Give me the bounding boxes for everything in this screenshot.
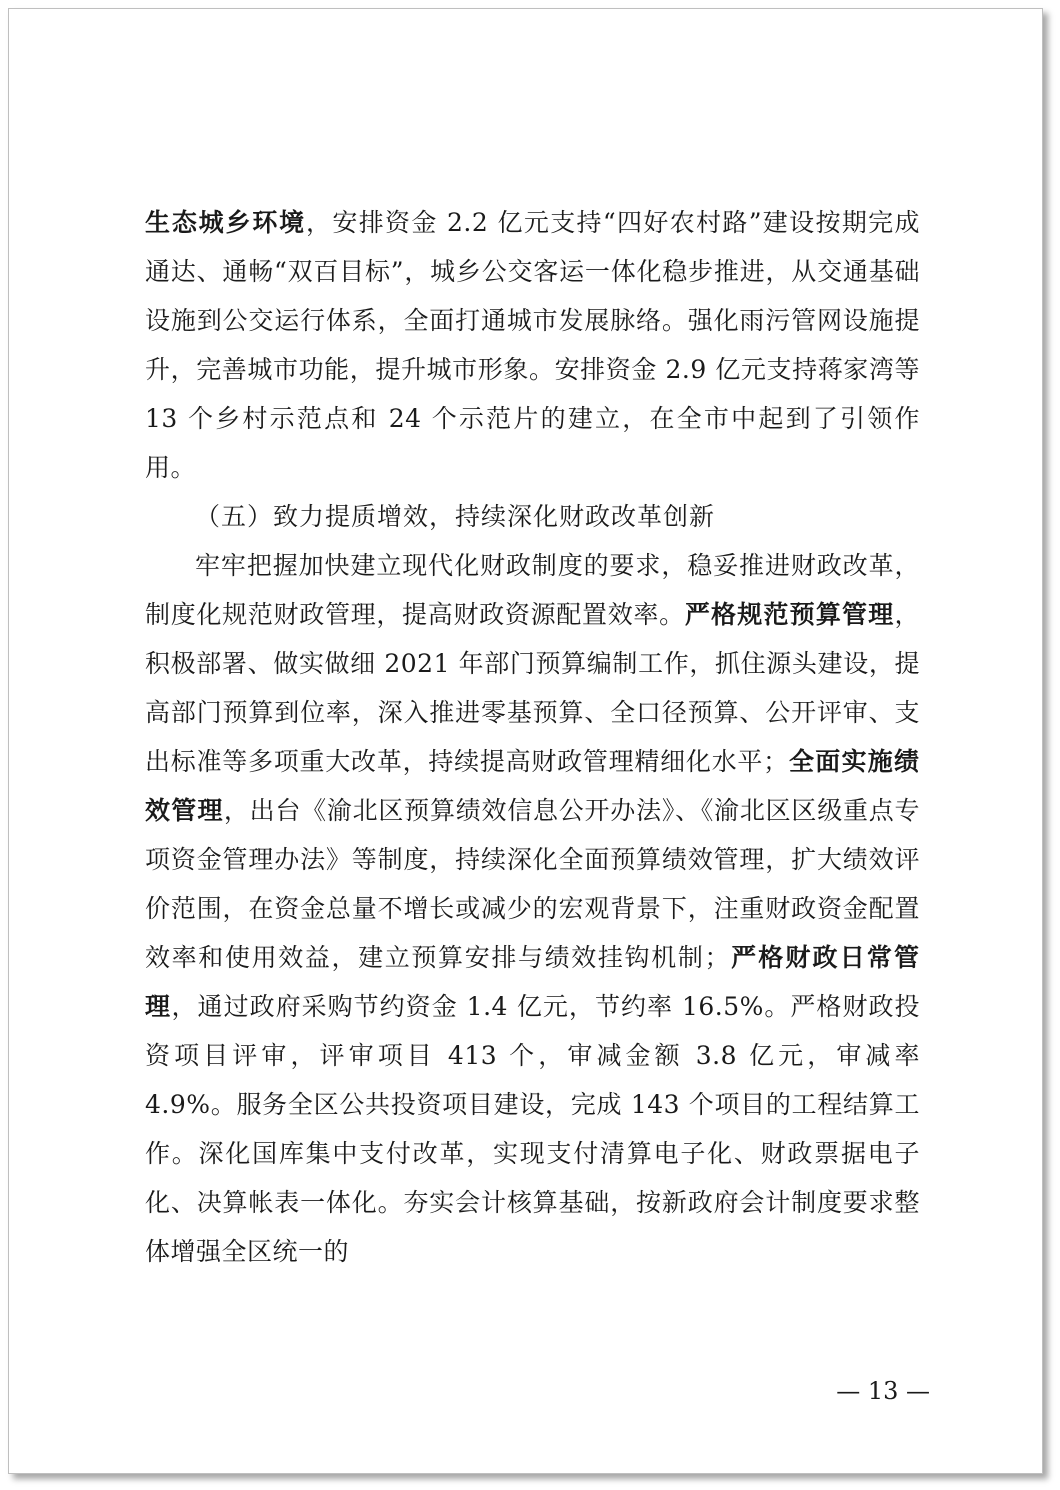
bold-phrase-ecological-environment: 生态城乡环境 <box>145 208 307 237</box>
bold-phrase-performance-management: 全面实施绩效管理 <box>145 747 920 825</box>
paragraph-text: 牢牢把握加快建立现代化财政制度的要求，稳妥推进财政改革，制度化规范财政管理，提高财政资源配置效率。 <box>145 551 920 629</box>
page-number: — 13 — <box>836 1377 930 1405</box>
document-body <box>145 198 920 1276</box>
section-heading-five: （五）致力提质增效，持续深化财政改革创新 <box>195 502 716 531</box>
paragraph-text: ，出台《渝北区预算绩效信息公开办法》、《渝北区区级重点专项资金管理办法》等制度，持续深化全面预算绩效管理，扩大绩效评价范围，在资金总量不增长或减少的宏观背景下，注重财政资金配置效率和使用效益，建立预算安排与绩效挂钩机制； <box>145 796 920 972</box>
paragraph-fiscal-reform <box>145 541 920 1276</box>
bold-phrase-daily-management: 严格财政日常管理 <box>145 943 920 1021</box>
paragraph-text: ，积极部署、做实做细 2021 年部门预算编制工作，抓住源头建设，提高部门预算到位率，深入推进零基预算、全口径预算、公开评审、支出标准等多项重大改革，持续提高财政管理精细化水平； <box>145 600 920 776</box>
bold-phrase-budget-management: 严格规范预算管理 <box>684 600 895 629</box>
paragraph-text: ，通过政府采购节约资金 1.4 亿元，节约率 16.5%。严格财政投资项目评审，评审项目 413 个，审减金额 3.8 亿元，审减率 4.9%。服务全区公共投资项目建设，完成 143 个项目的工程结算工作。深化国库集中支付改革，实现支付清算电子化、财政票据电子化、决算帐表一体化。夯实会计核算基础，按新政府会计制度要求整体增强全区统一的 <box>145 992 920 1266</box>
paragraph-text: ，安排资金 2.2 亿元支持“四好农村路”建设按期完成通达、通畅“双百目标”，城乡公交客运一体化稳步推进，从交通基础设施到公交运行体系，全面打通城市发展脉络。强化雨污管网设施提升，完善城市功能，提升城市形象。安排资金 2.9 亿元支持蒋家湾等 13 个乡村示范点和 24 个示范片的建立，在全市中起到了引领作用。 <box>145 208 920 482</box>
paragraph-urban-rural-environment <box>145 198 920 492</box>
